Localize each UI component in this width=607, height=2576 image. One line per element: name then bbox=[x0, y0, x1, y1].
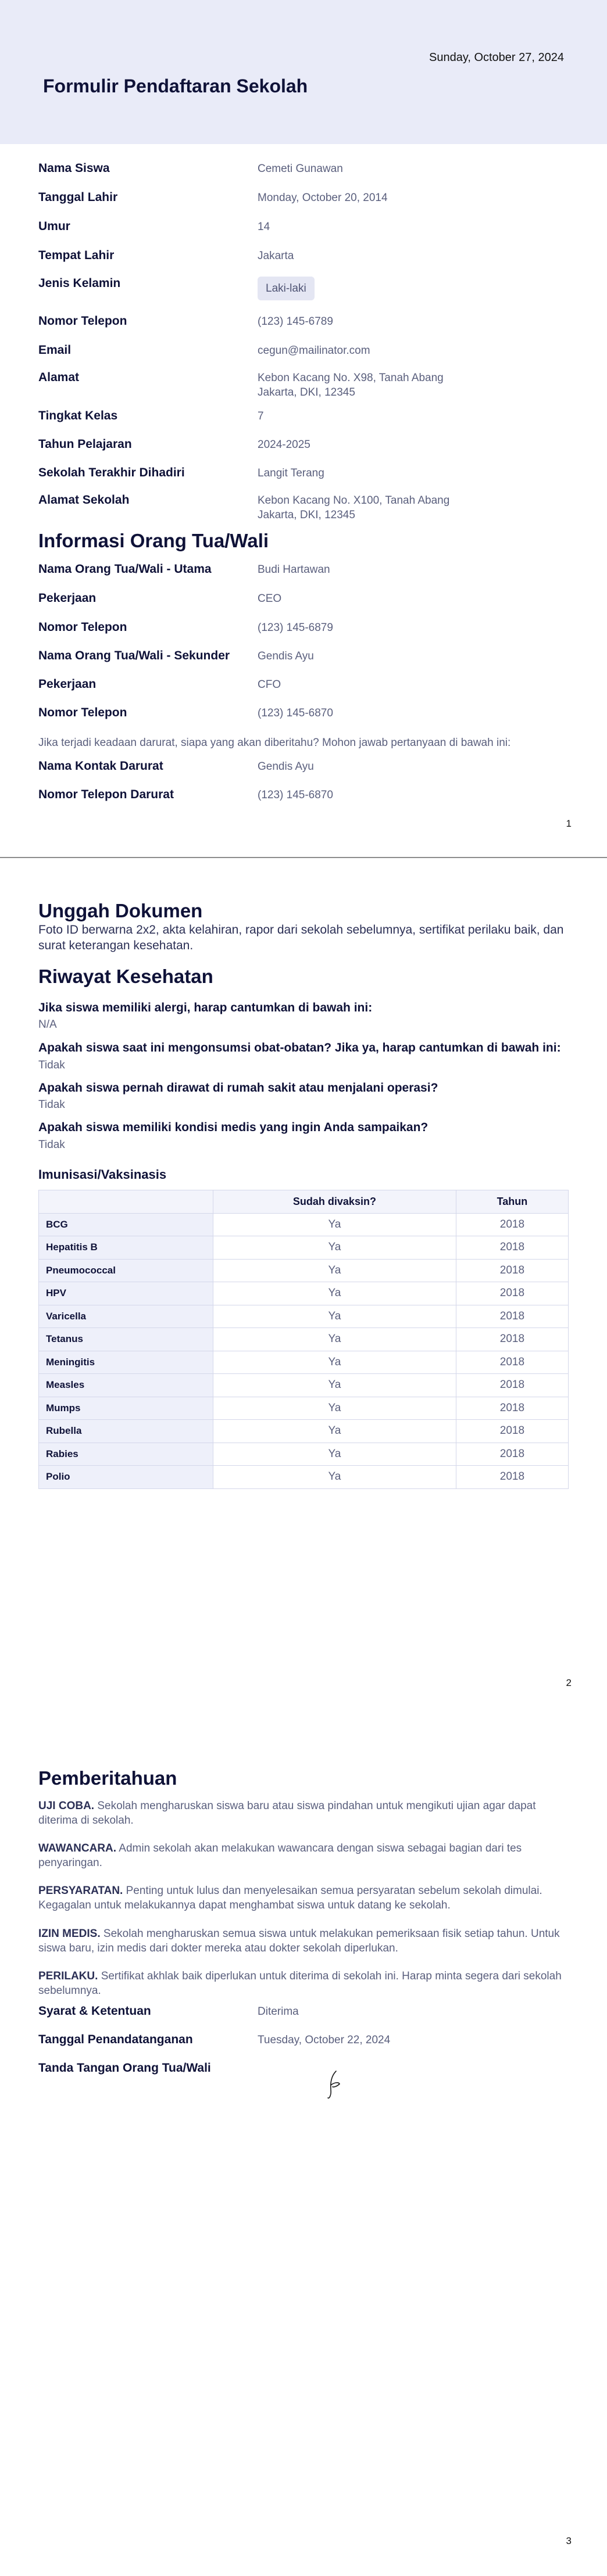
vaccine-name: BCG bbox=[39, 1213, 213, 1236]
field-age bbox=[38, 220, 569, 237]
header-band bbox=[0, 0, 607, 144]
field-school-address bbox=[38, 493, 569, 523]
vaccine-status: Ya bbox=[213, 1328, 456, 1351]
field-student-name bbox=[38, 162, 569, 179]
vaccine-status: Ya bbox=[213, 1305, 456, 1328]
field-value: Monday, October 20, 2014 bbox=[258, 192, 388, 204]
field-label: Alamat Sekolah bbox=[38, 493, 130, 507]
field-birth-date bbox=[38, 191, 569, 208]
field-phone bbox=[38, 314, 569, 332]
table-row bbox=[39, 1466, 569, 1489]
vaccine-year: 2018 bbox=[456, 1282, 568, 1305]
field-label: Email bbox=[38, 343, 72, 357]
form-title: Formulir Pendaftaran Sekolah bbox=[43, 76, 308, 96]
field-value: Cemeti Gunawan bbox=[258, 163, 343, 175]
vaccine-year: 2018 bbox=[456, 1213, 568, 1236]
notice-item-head: PERSYARATAN. bbox=[38, 1885, 123, 1897]
field-value: Budi Hartawan bbox=[258, 564, 330, 576]
field-value: Jakarta bbox=[258, 250, 294, 262]
gender-chip: Laki-laki bbox=[258, 277, 315, 300]
documents-section-title: Unggah Dokumen bbox=[38, 900, 203, 921]
field-label: Nomor Telepon Darurat bbox=[38, 788, 174, 801]
field-label: Nomor Telepon bbox=[38, 706, 127, 719]
field-parent-primary-phone bbox=[38, 620, 569, 638]
field-sign-date bbox=[38, 2033, 569, 2050]
field-label: Tahun Pelajaran bbox=[38, 437, 132, 451]
vaccine-year: 2018 bbox=[456, 1466, 568, 1489]
field-parent-primary bbox=[38, 562, 569, 580]
field-email bbox=[38, 343, 569, 361]
notice-item-medical bbox=[38, 1926, 569, 1956]
page-1 bbox=[0, 0, 607, 857]
vaccine-year: 2018 bbox=[456, 1420, 568, 1443]
vaccine-status: Ya bbox=[213, 1282, 456, 1305]
field-gender bbox=[38, 277, 569, 306]
vaccine-name: Pneumococcal bbox=[39, 1259, 213, 1282]
vaccine-name: HPV bbox=[39, 1282, 213, 1305]
notice-item-body: Penting untuk lulus dan menyelesaikan semua persyaratan sebelum sekolah dimulai. Kegagalan untuk melakukannya dapat menghambat siswa untuk datang ke sekolah. bbox=[38, 1885, 542, 1911]
vaccine-status: Ya bbox=[213, 1259, 456, 1282]
vaccine-name: Rabies bbox=[39, 1443, 213, 1466]
notice-item-body: Sertifikat akhlak baik diperlukan untuk diterima di sekolah ini. Harap minta segera dari sekolah sebelumnya. bbox=[38, 1970, 562, 1997]
field-value: (123) 145-6789 bbox=[258, 315, 333, 328]
field-label: Tanda Tangan Orang Tua/Wali bbox=[38, 2061, 211, 2075]
notice-item-head: PERILAKU. bbox=[38, 1970, 98, 1982]
vaccine-status: Ya bbox=[213, 1351, 456, 1374]
vaccine-year: 2018 bbox=[456, 1236, 568, 1260]
address-line-1: Kebon Kacang No. X98, Tanah Abang bbox=[258, 372, 444, 384]
field-emergency-phone bbox=[38, 788, 569, 805]
health-question-allergy: Jika siswa memiliki alergi, harap cantumkan di bawah ini: bbox=[38, 1001, 373, 1014]
page-3 bbox=[0, 1716, 607, 2576]
field-label: Tanggal Penandatanganan bbox=[38, 2033, 193, 2046]
table-header-cell: Tahun bbox=[456, 1190, 568, 1214]
table-row bbox=[39, 1374, 569, 1397]
notice-item-test bbox=[38, 1799, 569, 1828]
field-value bbox=[258, 371, 444, 400]
field-value: Langit Terang bbox=[258, 467, 324, 479]
table-row bbox=[39, 1259, 569, 1282]
health-question-condition: Apakah siswa memiliki kondisi medis yang ingin Anda sampaikan? bbox=[38, 1121, 429, 1134]
vaccine-name: Rubella bbox=[39, 1420, 213, 1443]
notice-item-behavior bbox=[38, 1969, 569, 1998]
field-value: 2024-2025 bbox=[258, 439, 310, 451]
vaccine-status: Ya bbox=[213, 1420, 456, 1443]
field-value: CEO bbox=[258, 593, 282, 605]
health-answer-condition: Tidak bbox=[38, 1139, 65, 1151]
field-parent-primary-job bbox=[38, 591, 569, 609]
field-address bbox=[38, 371, 569, 401]
address-line-1: Kebon Kacang No. X100, Tanah Abang bbox=[258, 494, 450, 507]
field-birth-place bbox=[38, 249, 569, 266]
notice-section-title: Pemberitahuan bbox=[38, 1767, 177, 1789]
vaccine-status: Ya bbox=[213, 1236, 456, 1260]
page-number: 3 bbox=[566, 2535, 572, 2546]
field-value: CFO bbox=[258, 679, 281, 691]
field-parent-secondary-phone bbox=[38, 706, 569, 723]
address-line-2: Jakarta, DKI, 12345 bbox=[258, 386, 355, 399]
field-last-school bbox=[38, 466, 569, 483]
field-label: Nama Siswa bbox=[38, 162, 110, 175]
field-label: Tanggal Lahir bbox=[38, 191, 118, 204]
field-parent-secondary-job bbox=[38, 677, 569, 695]
vaccine-year: 2018 bbox=[456, 1397, 568, 1420]
table-row bbox=[39, 1213, 569, 1236]
field-signature bbox=[38, 2061, 569, 2079]
vaccine-year: 2018 bbox=[456, 1259, 568, 1282]
notice-item-body: Sekolah mengharuskan semua siswa untuk melakukan pemeriksaan fisik setiap tahun. Untuk siswa baru, izin medis dari dokter mereka atau dokter sekolah diperlukan. bbox=[38, 1928, 560, 1954]
table-row bbox=[39, 1328, 569, 1351]
parents-section-title: Informasi Orang Tua/Wali bbox=[38, 530, 269, 551]
table-header-cell bbox=[39, 1190, 213, 1214]
vaccine-year: 2018 bbox=[456, 1305, 568, 1328]
field-label: Sekolah Terakhir Dihadiri bbox=[38, 466, 185, 479]
field-label: Nomor Telepon bbox=[38, 620, 127, 634]
field-value: 14 bbox=[258, 221, 270, 233]
field-school-year bbox=[38, 437, 569, 455]
vaccine-name: Mumps bbox=[39, 1397, 213, 1420]
vaccine-name: Polio bbox=[39, 1466, 213, 1489]
field-label: Nama Orang Tua/Wali - Sekunder bbox=[38, 649, 230, 662]
emergency-note: Jika terjadi keadaan darurat, siapa yang akan diberitahu? Mohon jawab pertanyaan di bawah ini: bbox=[38, 737, 511, 749]
field-label: Syarat & Ketentuan bbox=[38, 2004, 151, 2018]
field-value: (123) 145-6870 bbox=[258, 789, 333, 801]
notice-item-head: WAWANCARA. bbox=[38, 1842, 117, 1854]
page-2 bbox=[0, 858, 607, 1716]
address-line-2: Jakarta, DKI, 12345 bbox=[258, 509, 355, 521]
field-label: Pekerjaan bbox=[38, 677, 97, 691]
vaccine-status: Ya bbox=[213, 1443, 456, 1466]
vaccine-name: Tetanus bbox=[39, 1328, 213, 1351]
health-answer-allergy: N/A bbox=[38, 1018, 57, 1031]
vaccine-status: Ya bbox=[213, 1213, 456, 1236]
field-value: cegun@mailinator.com bbox=[258, 345, 370, 357]
field-value: Tuesday, October 22, 2024 bbox=[258, 2034, 391, 2046]
health-section-title: Riwayat Kesehatan bbox=[38, 966, 213, 987]
vaccine-name: Hepatitis B bbox=[39, 1236, 213, 1260]
table-header-row bbox=[39, 1190, 569, 1214]
notice-item-body: Admin sekolah akan melakukan wawancara dengan siswa sebagai bagian dari tes penyaringan. bbox=[38, 1842, 522, 1869]
table-row bbox=[39, 1397, 569, 1420]
immunization-table bbox=[38, 1190, 569, 1489]
field-value: Gendis Ayu bbox=[258, 760, 314, 773]
field-emergency-contact bbox=[38, 759, 569, 777]
field-label: Pekerjaan bbox=[38, 591, 97, 605]
health-question-hospital: Apakah siswa pernah dirawat di rumah sakit atau menjalani operasi? bbox=[38, 1081, 438, 1095]
page-number: 2 bbox=[566, 1677, 572, 1688]
field-label: Jenis Kelamin bbox=[38, 277, 121, 290]
field-label: Tempat Lahir bbox=[38, 249, 115, 262]
table-row bbox=[39, 1420, 569, 1443]
vaccine-year: 2018 bbox=[456, 1328, 568, 1351]
vaccine-year: 2018 bbox=[456, 1374, 568, 1397]
notice-item-head: UJI COBA. bbox=[38, 1800, 95, 1812]
health-answer-hospital: Tidak bbox=[38, 1099, 65, 1111]
field-value: 7 bbox=[258, 410, 264, 422]
vaccine-status: Ya bbox=[213, 1374, 456, 1397]
field-value: (123) 145-6879 bbox=[258, 622, 333, 634]
field-parent-secondary bbox=[38, 649, 569, 666]
document-date: Sunday, October 27, 2024 bbox=[429, 51, 564, 64]
notice-item-requirements bbox=[38, 1883, 569, 1913]
table-row bbox=[39, 1305, 569, 1328]
table-row bbox=[39, 1443, 569, 1466]
table-row bbox=[39, 1236, 569, 1260]
vaccine-name: Varicella bbox=[39, 1305, 213, 1328]
documents-description: Foto ID berwarna 2x2, akta kelahiran, rapor dari sekolah sebelumnya, sertifikat perilaku baik, dan surat keterangan kesehatan. bbox=[38, 923, 564, 952]
field-value bbox=[258, 277, 315, 300]
immunization-title: Imunisasi/Vaksinasis bbox=[38, 1167, 167, 1182]
table-row bbox=[39, 1351, 569, 1374]
field-value: Diterima bbox=[258, 2005, 299, 2018]
field-label: Nama Orang Tua/Wali - Utama bbox=[38, 562, 212, 576]
table-row bbox=[39, 1282, 569, 1305]
vaccine-name: Measles bbox=[39, 1374, 213, 1397]
field-terms bbox=[38, 2004, 569, 2022]
health-question-medication: Apakah siswa saat ini mengonsumsi obat-obatan? Jika ya, harap cantumkan di bawah ini: bbox=[38, 1041, 561, 1054]
field-value bbox=[258, 493, 449, 522]
vaccine-status: Ya bbox=[213, 1466, 456, 1489]
field-value: (123) 145-6870 bbox=[258, 707, 333, 719]
page-number: 1 bbox=[566, 818, 572, 829]
vaccine-name: Meningitis bbox=[39, 1351, 213, 1374]
field-label: Tingkat Kelas bbox=[38, 409, 118, 422]
field-label: Nama Kontak Darurat bbox=[38, 759, 163, 773]
field-value: Gendis Ayu bbox=[258, 650, 314, 662]
vaccine-year: 2018 bbox=[456, 1443, 568, 1466]
vaccine-status: Ya bbox=[213, 1397, 456, 1420]
notice-item-interview bbox=[38, 1841, 569, 1870]
notice-item-head: IZIN MEDIS. bbox=[38, 1928, 101, 1940]
field-grade bbox=[38, 409, 569, 426]
notice-item-body: Sekolah mengharuskan siswa baru atau siswa pindahan untuk mengikuti ujian agar dapat diterima di sekolah. bbox=[38, 1800, 536, 1827]
field-label: Umur bbox=[38, 220, 70, 233]
signature-image bbox=[326, 2068, 343, 2103]
table-header-cell: Sudah divaksin? bbox=[213, 1190, 456, 1214]
health-answer-medication: Tidak bbox=[38, 1059, 65, 1071]
vaccine-year: 2018 bbox=[456, 1351, 568, 1374]
field-label: Alamat bbox=[38, 371, 80, 384]
field-label: Nomor Telepon bbox=[38, 314, 127, 328]
